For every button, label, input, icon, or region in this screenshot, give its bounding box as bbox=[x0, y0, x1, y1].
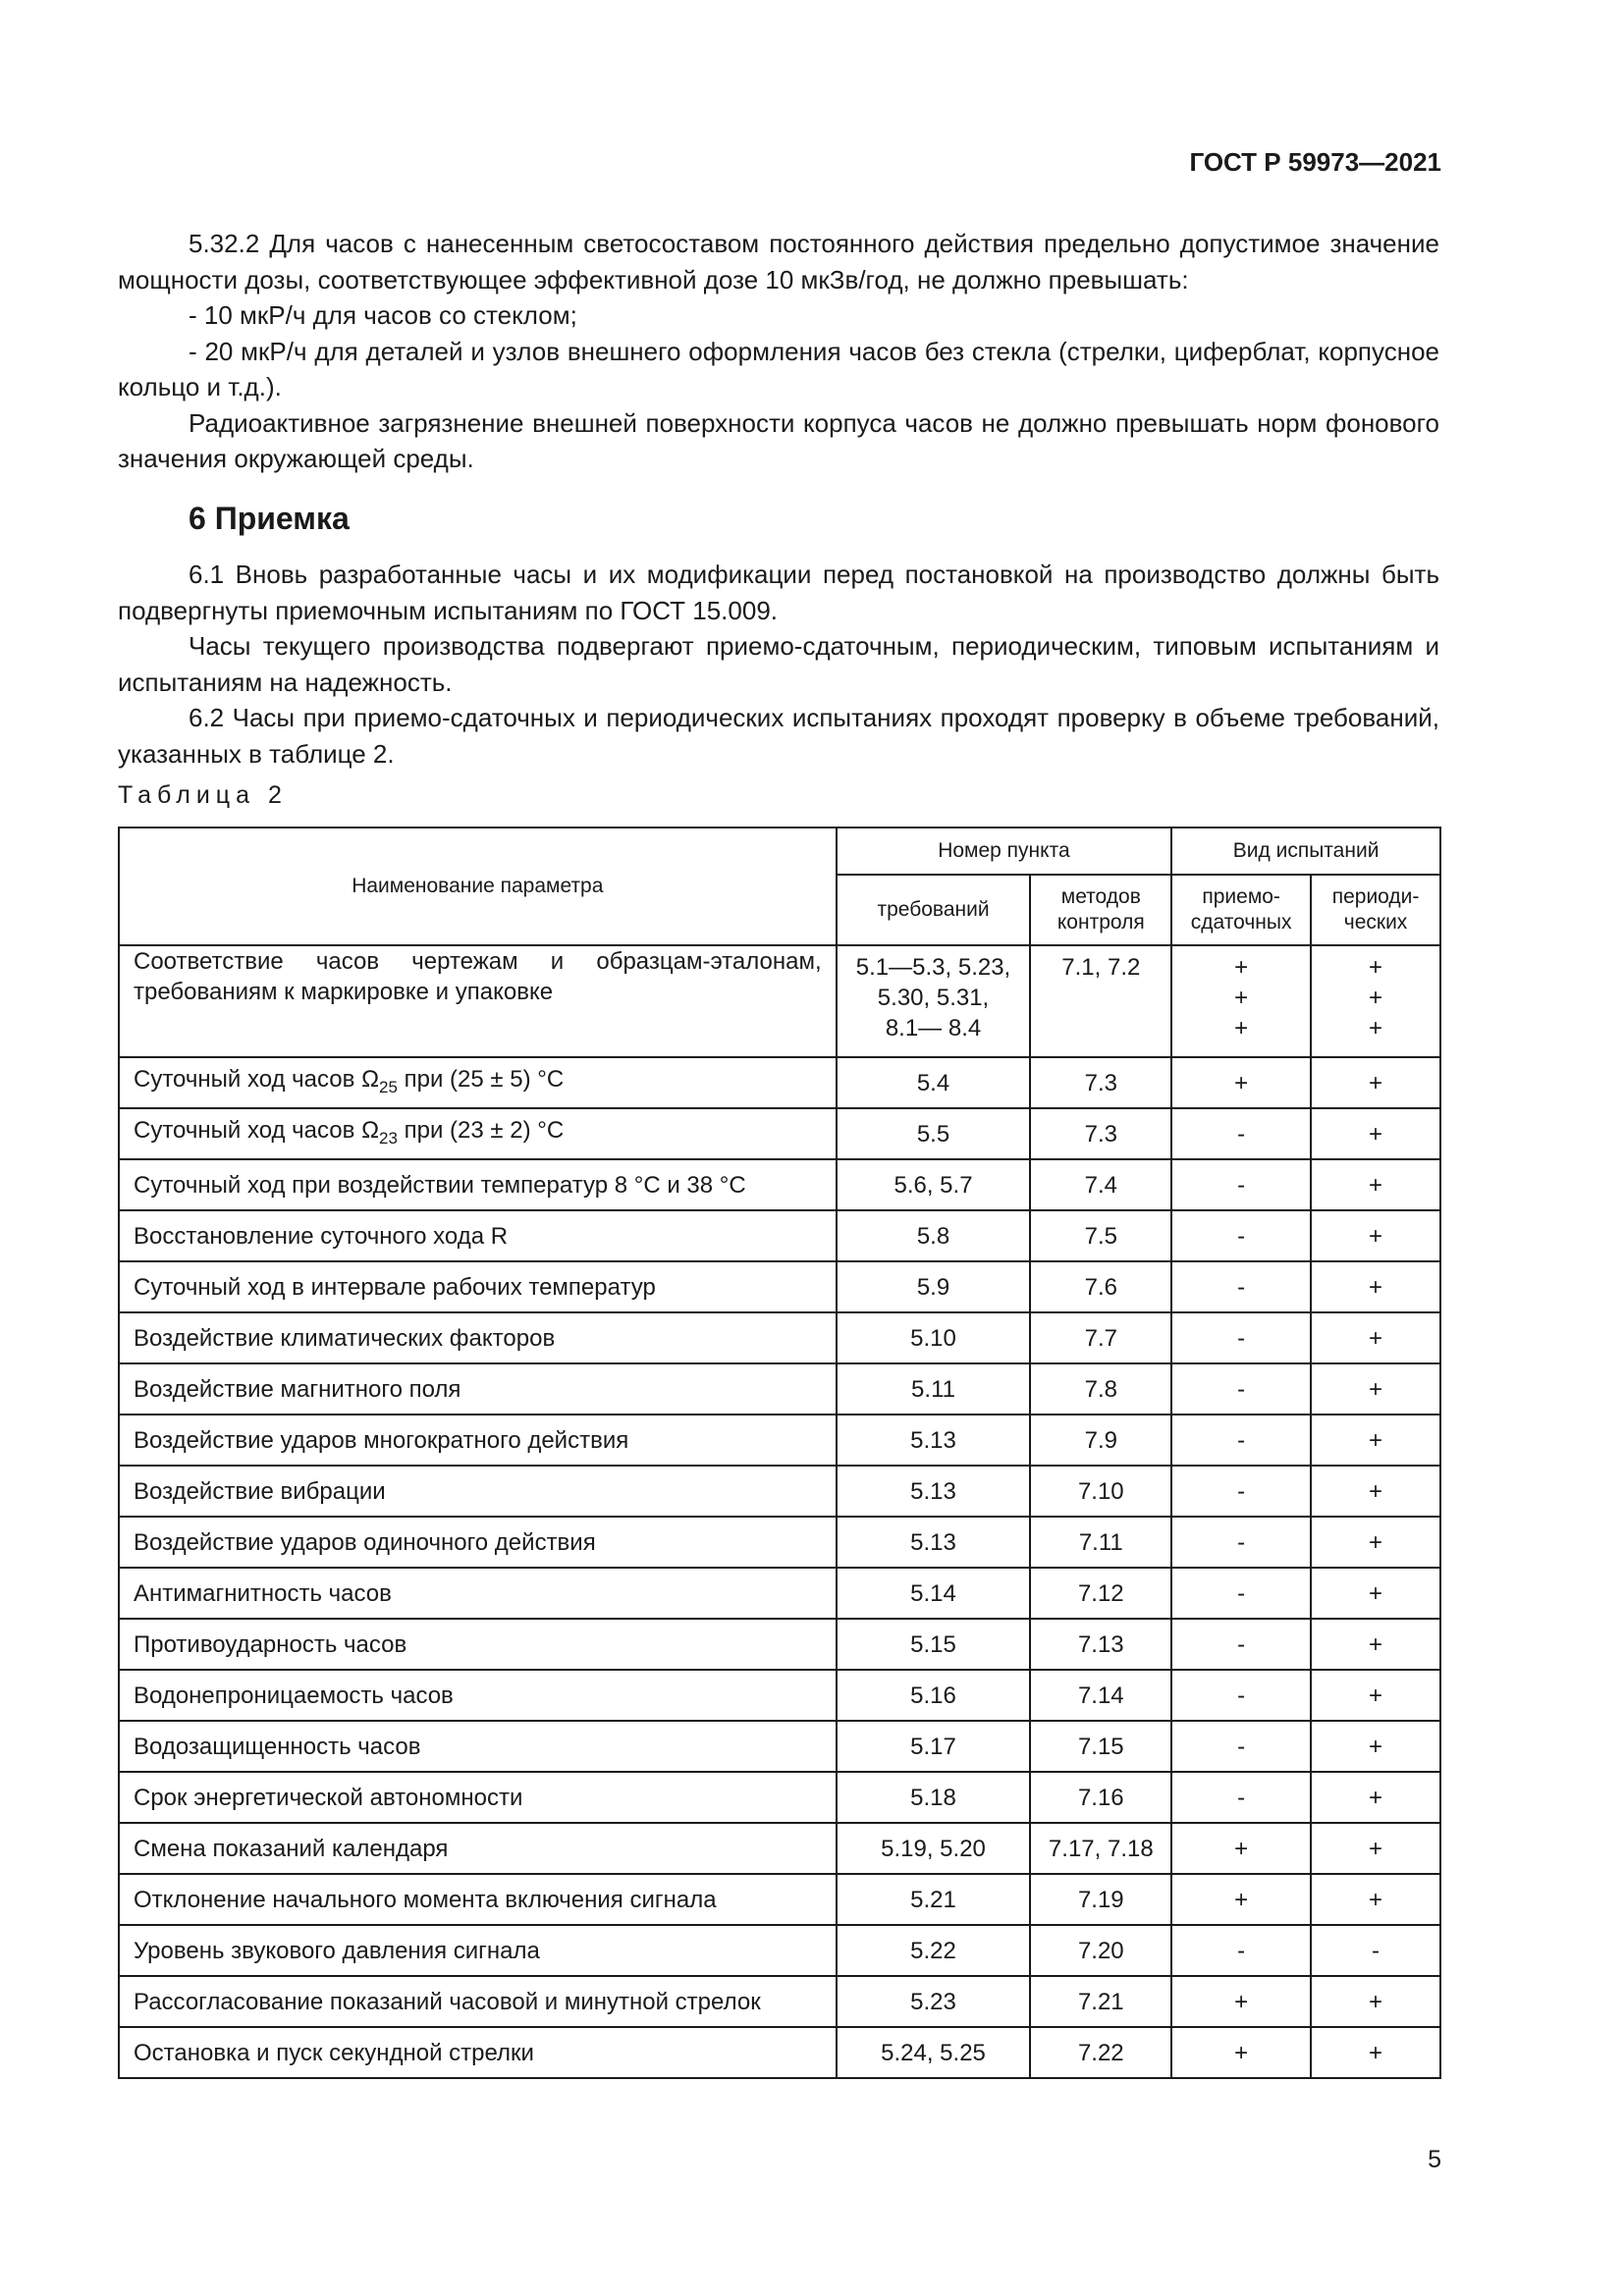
cell-periodic: + bbox=[1311, 1874, 1440, 1925]
cell-requirements: 5.14 bbox=[837, 1568, 1031, 1619]
cell-periodic bbox=[1311, 945, 1440, 1057]
cell-acceptance: - bbox=[1171, 1312, 1311, 1363]
cell-requirements: 5.24, 5.25 bbox=[837, 2027, 1031, 2078]
table-row bbox=[119, 1210, 1440, 1261]
table-row bbox=[119, 1312, 1440, 1363]
cell-periodic: + bbox=[1311, 1261, 1440, 1312]
cell-parameter: Водонепроницаемость часов bbox=[119, 1670, 837, 1721]
cell-periodic: + bbox=[1311, 1210, 1440, 1261]
cell-parameter: Суточный ход при воздействии температур 8 °С и 38 °С bbox=[119, 1159, 837, 1210]
header-acceptance bbox=[1171, 875, 1311, 945]
cell-methods: 7.7 bbox=[1030, 1312, 1171, 1363]
clause-5-32-2 bbox=[118, 226, 1439, 477]
table-row bbox=[119, 1976, 1440, 2027]
cell-methods: 7.11 bbox=[1030, 1517, 1171, 1568]
cell-periodic: + bbox=[1311, 1619, 1440, 1670]
table-row bbox=[119, 1108, 1440, 1159]
cell-requirements: 5.11 bbox=[837, 1363, 1031, 1415]
document-code: ГОСТ Р 59973—2021 bbox=[1189, 147, 1441, 177]
header-text-line: периоди- bbox=[1331, 885, 1420, 908]
table-body bbox=[119, 945, 1440, 2078]
cell-requirements: 5.9 bbox=[837, 1261, 1031, 1312]
table-row bbox=[119, 945, 1440, 1057]
cell-periodic: - bbox=[1311, 1925, 1440, 1976]
cell-periodic: + bbox=[1311, 1823, 1440, 1874]
text-part: Суточный ход часов Ω bbox=[134, 1116, 380, 1144]
table-row bbox=[119, 1466, 1440, 1517]
table-row bbox=[119, 1517, 1440, 1568]
cell-requirements: 5.13 bbox=[837, 1415, 1031, 1466]
cell-periodic: + bbox=[1311, 1108, 1440, 1159]
cell-requirements: 5.10 bbox=[837, 1312, 1031, 1363]
section-6-body bbox=[118, 557, 1439, 772]
parameters-table bbox=[118, 827, 1441, 2079]
paragraph: 6.1 Вновь разработанные часы и их модификации перед постановкой на производство должны быть подвергнуты приемочным испытаниям по ГОСТ 15.009. bbox=[118, 560, 1439, 625]
header-test-group: Вид испытаний bbox=[1171, 828, 1440, 875]
cell-periodic: + bbox=[1311, 1057, 1440, 1108]
cell-requirements: 5.6, 5.7 bbox=[837, 1159, 1031, 1210]
cell-periodic: + bbox=[1311, 1772, 1440, 1823]
table-row bbox=[119, 1670, 1440, 1721]
cell-methods: 7.6 bbox=[1030, 1261, 1171, 1312]
cell-periodic: + bbox=[1311, 2027, 1440, 2078]
cell-parameter: Водозащищенность часов bbox=[119, 1721, 837, 1772]
page-number: 5 bbox=[1428, 2146, 1441, 2173]
subscript: 25 bbox=[379, 1077, 398, 1096]
cell-acceptance: - bbox=[1171, 1619, 1311, 1670]
mark: + bbox=[1234, 954, 1249, 981]
cell-requirements bbox=[837, 945, 1031, 1057]
cell-acceptance: - bbox=[1171, 1517, 1311, 1568]
cell-methods: 7.1, 7.2 bbox=[1030, 945, 1171, 1057]
cell-parameter: Срок энергетической автономности bbox=[119, 1772, 837, 1823]
header-text-line: приемо- bbox=[1202, 885, 1280, 908]
cell-acceptance: - bbox=[1171, 1261, 1311, 1312]
header-periodic bbox=[1311, 875, 1440, 945]
cell-parameter bbox=[119, 1108, 837, 1159]
cell-periodic: + bbox=[1311, 1670, 1440, 1721]
header-text-line: методов bbox=[1060, 885, 1141, 908]
cell-acceptance: + bbox=[1171, 1057, 1311, 1108]
cell-acceptance: - bbox=[1171, 1670, 1311, 1721]
cell-methods: 7.15 bbox=[1030, 1721, 1171, 1772]
table-row bbox=[119, 1415, 1440, 1466]
table-row bbox=[119, 1159, 1440, 1210]
header-text-line: сдаточных bbox=[1190, 911, 1292, 934]
header-requirements: требований bbox=[837, 875, 1031, 945]
section-title: 6 Приемка bbox=[189, 501, 350, 536]
cell-periodic: + bbox=[1311, 1415, 1440, 1466]
cell-methods: 7.3 bbox=[1030, 1108, 1171, 1159]
cell-acceptance bbox=[1171, 945, 1311, 1057]
cell-periodic: + bbox=[1311, 1568, 1440, 1619]
header-clause-group: Номер пункта bbox=[837, 828, 1172, 875]
cell-periodic: + bbox=[1311, 1466, 1440, 1517]
cell-parameter: Воздействие ударов многократного действия bbox=[119, 1415, 837, 1466]
cell-parameter: Воздействие магнитного поля bbox=[119, 1363, 837, 1415]
cell-requirements: 5.15 bbox=[837, 1619, 1031, 1670]
cell-periodic: + bbox=[1311, 1721, 1440, 1772]
subscript: 23 bbox=[379, 1128, 398, 1148]
cell-parameter: Воздействие вибрации bbox=[119, 1466, 837, 1517]
table-row bbox=[119, 1619, 1440, 1670]
cell-requirements: 5.13 bbox=[837, 1517, 1031, 1568]
cell-methods: 7.9 bbox=[1030, 1415, 1171, 1466]
mark: + bbox=[1369, 1015, 1383, 1041]
mark: + bbox=[1369, 954, 1383, 981]
cell-text-line: 8.1— 8.4 bbox=[885, 1015, 982, 1041]
cell-parameter: Рассогласование показаний часовой и минутной стрелок bbox=[119, 1976, 837, 2027]
cell-acceptance: - bbox=[1171, 1415, 1311, 1466]
cell-acceptance: - bbox=[1171, 1108, 1311, 1159]
cell-parameter: Восстановление суточного хода R bbox=[119, 1210, 837, 1261]
header-text-line: ческих bbox=[1343, 911, 1408, 934]
cell-parameter: Соответствие часов чертежам и образцам-эталонам, требованиям к маркировке и упаковке bbox=[119, 945, 837, 1057]
cell-acceptance: - bbox=[1171, 1772, 1311, 1823]
cell-methods: 7.16 bbox=[1030, 1772, 1171, 1823]
table-row bbox=[119, 2027, 1440, 2078]
cell-requirements: 5.8 bbox=[837, 1210, 1031, 1261]
cell-parameter: Отклонение начального момента включения сигнала bbox=[119, 1874, 837, 1925]
cell-requirements: 5.13 bbox=[837, 1466, 1031, 1517]
table-row bbox=[119, 1568, 1440, 1619]
cell-acceptance: + bbox=[1171, 2027, 1311, 2078]
cell-requirements: 5.4 bbox=[837, 1057, 1031, 1108]
cell-acceptance: + bbox=[1171, 1874, 1311, 1925]
cell-requirements: 5.5 bbox=[837, 1108, 1031, 1159]
cell-methods: 7.20 bbox=[1030, 1925, 1171, 1976]
paragraph: 5.32.2 Для часов с нанесенным светосоставом постоянного действия предельно допустимое значение мощности дозы, соответствующее эффективной дозе 10 мкЗв/год, не должно превышать: bbox=[118, 229, 1439, 294]
cell-methods: 7.14 bbox=[1030, 1670, 1171, 1721]
table-row bbox=[119, 1057, 1440, 1108]
paragraph: Радиоактивное загрязнение внешней поверхности корпуса часов не должно превышать норм фонового значения окружающей среды. bbox=[118, 407, 1439, 473]
cell-parameter bbox=[119, 1057, 837, 1108]
text-part: Суточный ход часов Ω bbox=[134, 1065, 380, 1093]
cell-acceptance: + bbox=[1171, 1823, 1311, 1874]
mark: + bbox=[1234, 985, 1249, 1011]
cell-methods: 7.19 bbox=[1030, 1874, 1171, 1925]
cell-requirements: 5.19, 5.20 bbox=[837, 1823, 1031, 1874]
cell-acceptance: - bbox=[1171, 1925, 1311, 1976]
cell-parameter: Уровень звукового давления сигнала bbox=[119, 1925, 837, 1976]
list-item: - 10 мкР/ч для часов со стеклом; bbox=[189, 300, 577, 330]
cell-acceptance: + bbox=[1171, 1976, 1311, 2027]
table-row bbox=[119, 1772, 1440, 1823]
cell-methods: 7.22 bbox=[1030, 2027, 1171, 2078]
table-caption: Таблица 2 bbox=[118, 781, 288, 809]
cell-methods: 7.12 bbox=[1030, 1568, 1171, 1619]
cell-methods: 7.13 bbox=[1030, 1619, 1171, 1670]
cell-acceptance: - bbox=[1171, 1159, 1311, 1210]
cell-methods: 7.5 bbox=[1030, 1210, 1171, 1261]
mark: + bbox=[1234, 1015, 1249, 1041]
cell-parameter: Суточный ход в интервале рабочих температур bbox=[119, 1261, 837, 1312]
table-row bbox=[119, 1721, 1440, 1772]
header-text-line: контроля bbox=[1056, 911, 1145, 934]
cell-methods: 7.21 bbox=[1030, 1976, 1171, 2027]
list-item: - 20 мкР/ч для деталей и узлов внешнего оформления часов без стекла (стрелки, циферблат, корпусное кольцо и т.д.). bbox=[118, 336, 1439, 401]
cell-text-line: 5.30, 5.31, bbox=[877, 985, 990, 1011]
text-part: при (25 ± 5) °С bbox=[397, 1065, 565, 1093]
cell-requirements: 5.17 bbox=[837, 1721, 1031, 1772]
cell-parameter: Воздействие ударов одиночного действия bbox=[119, 1517, 837, 1568]
cell-periodic: + bbox=[1311, 1976, 1440, 2027]
cell-methods: 7.10 bbox=[1030, 1466, 1171, 1517]
paragraph: Часы текущего производства подвергают приемо-сдаточным, периодическим, типовым испытаниям и испытаниям на надежность. bbox=[118, 631, 1439, 697]
cell-periodic: + bbox=[1311, 1363, 1440, 1415]
paragraph: 6.2 Часы при приемо-сдаточных и периодических испытаниях проходят проверку в объеме требований, указанных в таблице 2. bbox=[118, 703, 1439, 769]
text-part: при (23 ± 2) °С bbox=[397, 1116, 565, 1144]
cell-methods: 7.17, 7.18 bbox=[1030, 1823, 1171, 1874]
cell-requirements: 5.21 bbox=[837, 1874, 1031, 1925]
table-row bbox=[119, 1925, 1440, 1976]
header-methods bbox=[1030, 875, 1171, 945]
cell-requirements: 5.16 bbox=[837, 1670, 1031, 1721]
cell-methods: 7.8 bbox=[1030, 1363, 1171, 1415]
cell-parameter: Смена показаний календаря bbox=[119, 1823, 837, 1874]
cell-parameter: Остановка и пуск секундной стрелки bbox=[119, 2027, 837, 2078]
cell-parameter: Противоударность часов bbox=[119, 1619, 837, 1670]
cell-periodic: + bbox=[1311, 1159, 1440, 1210]
cell-methods: 7.4 bbox=[1030, 1159, 1171, 1210]
cell-requirements: 5.22 bbox=[837, 1925, 1031, 1976]
cell-acceptance: - bbox=[1171, 1363, 1311, 1415]
cell-parameter: Антимагнитность часов bbox=[119, 1568, 837, 1619]
cell-parameter: Воздействие климатических факторов bbox=[119, 1312, 837, 1363]
cell-text-line: 5.1—5.3, 5.23, bbox=[855, 954, 1011, 981]
table-row bbox=[119, 1261, 1440, 1312]
cell-requirements: 5.23 bbox=[837, 1976, 1031, 2027]
table-row bbox=[119, 1363, 1440, 1415]
cell-periodic: + bbox=[1311, 1517, 1440, 1568]
cell-acceptance: - bbox=[1171, 1210, 1311, 1261]
cell-methods: 7.3 bbox=[1030, 1057, 1171, 1108]
table-row bbox=[119, 1874, 1440, 1925]
cell-acceptance: - bbox=[1171, 1721, 1311, 1772]
cell-acceptance: - bbox=[1171, 1466, 1311, 1517]
table-row bbox=[119, 1823, 1440, 1874]
mark: + bbox=[1369, 985, 1383, 1011]
header-name: Наименование параметра bbox=[119, 828, 837, 945]
cell-acceptance: - bbox=[1171, 1568, 1311, 1619]
cell-requirements: 5.18 bbox=[837, 1772, 1031, 1823]
cell-periodic: + bbox=[1311, 1312, 1440, 1363]
